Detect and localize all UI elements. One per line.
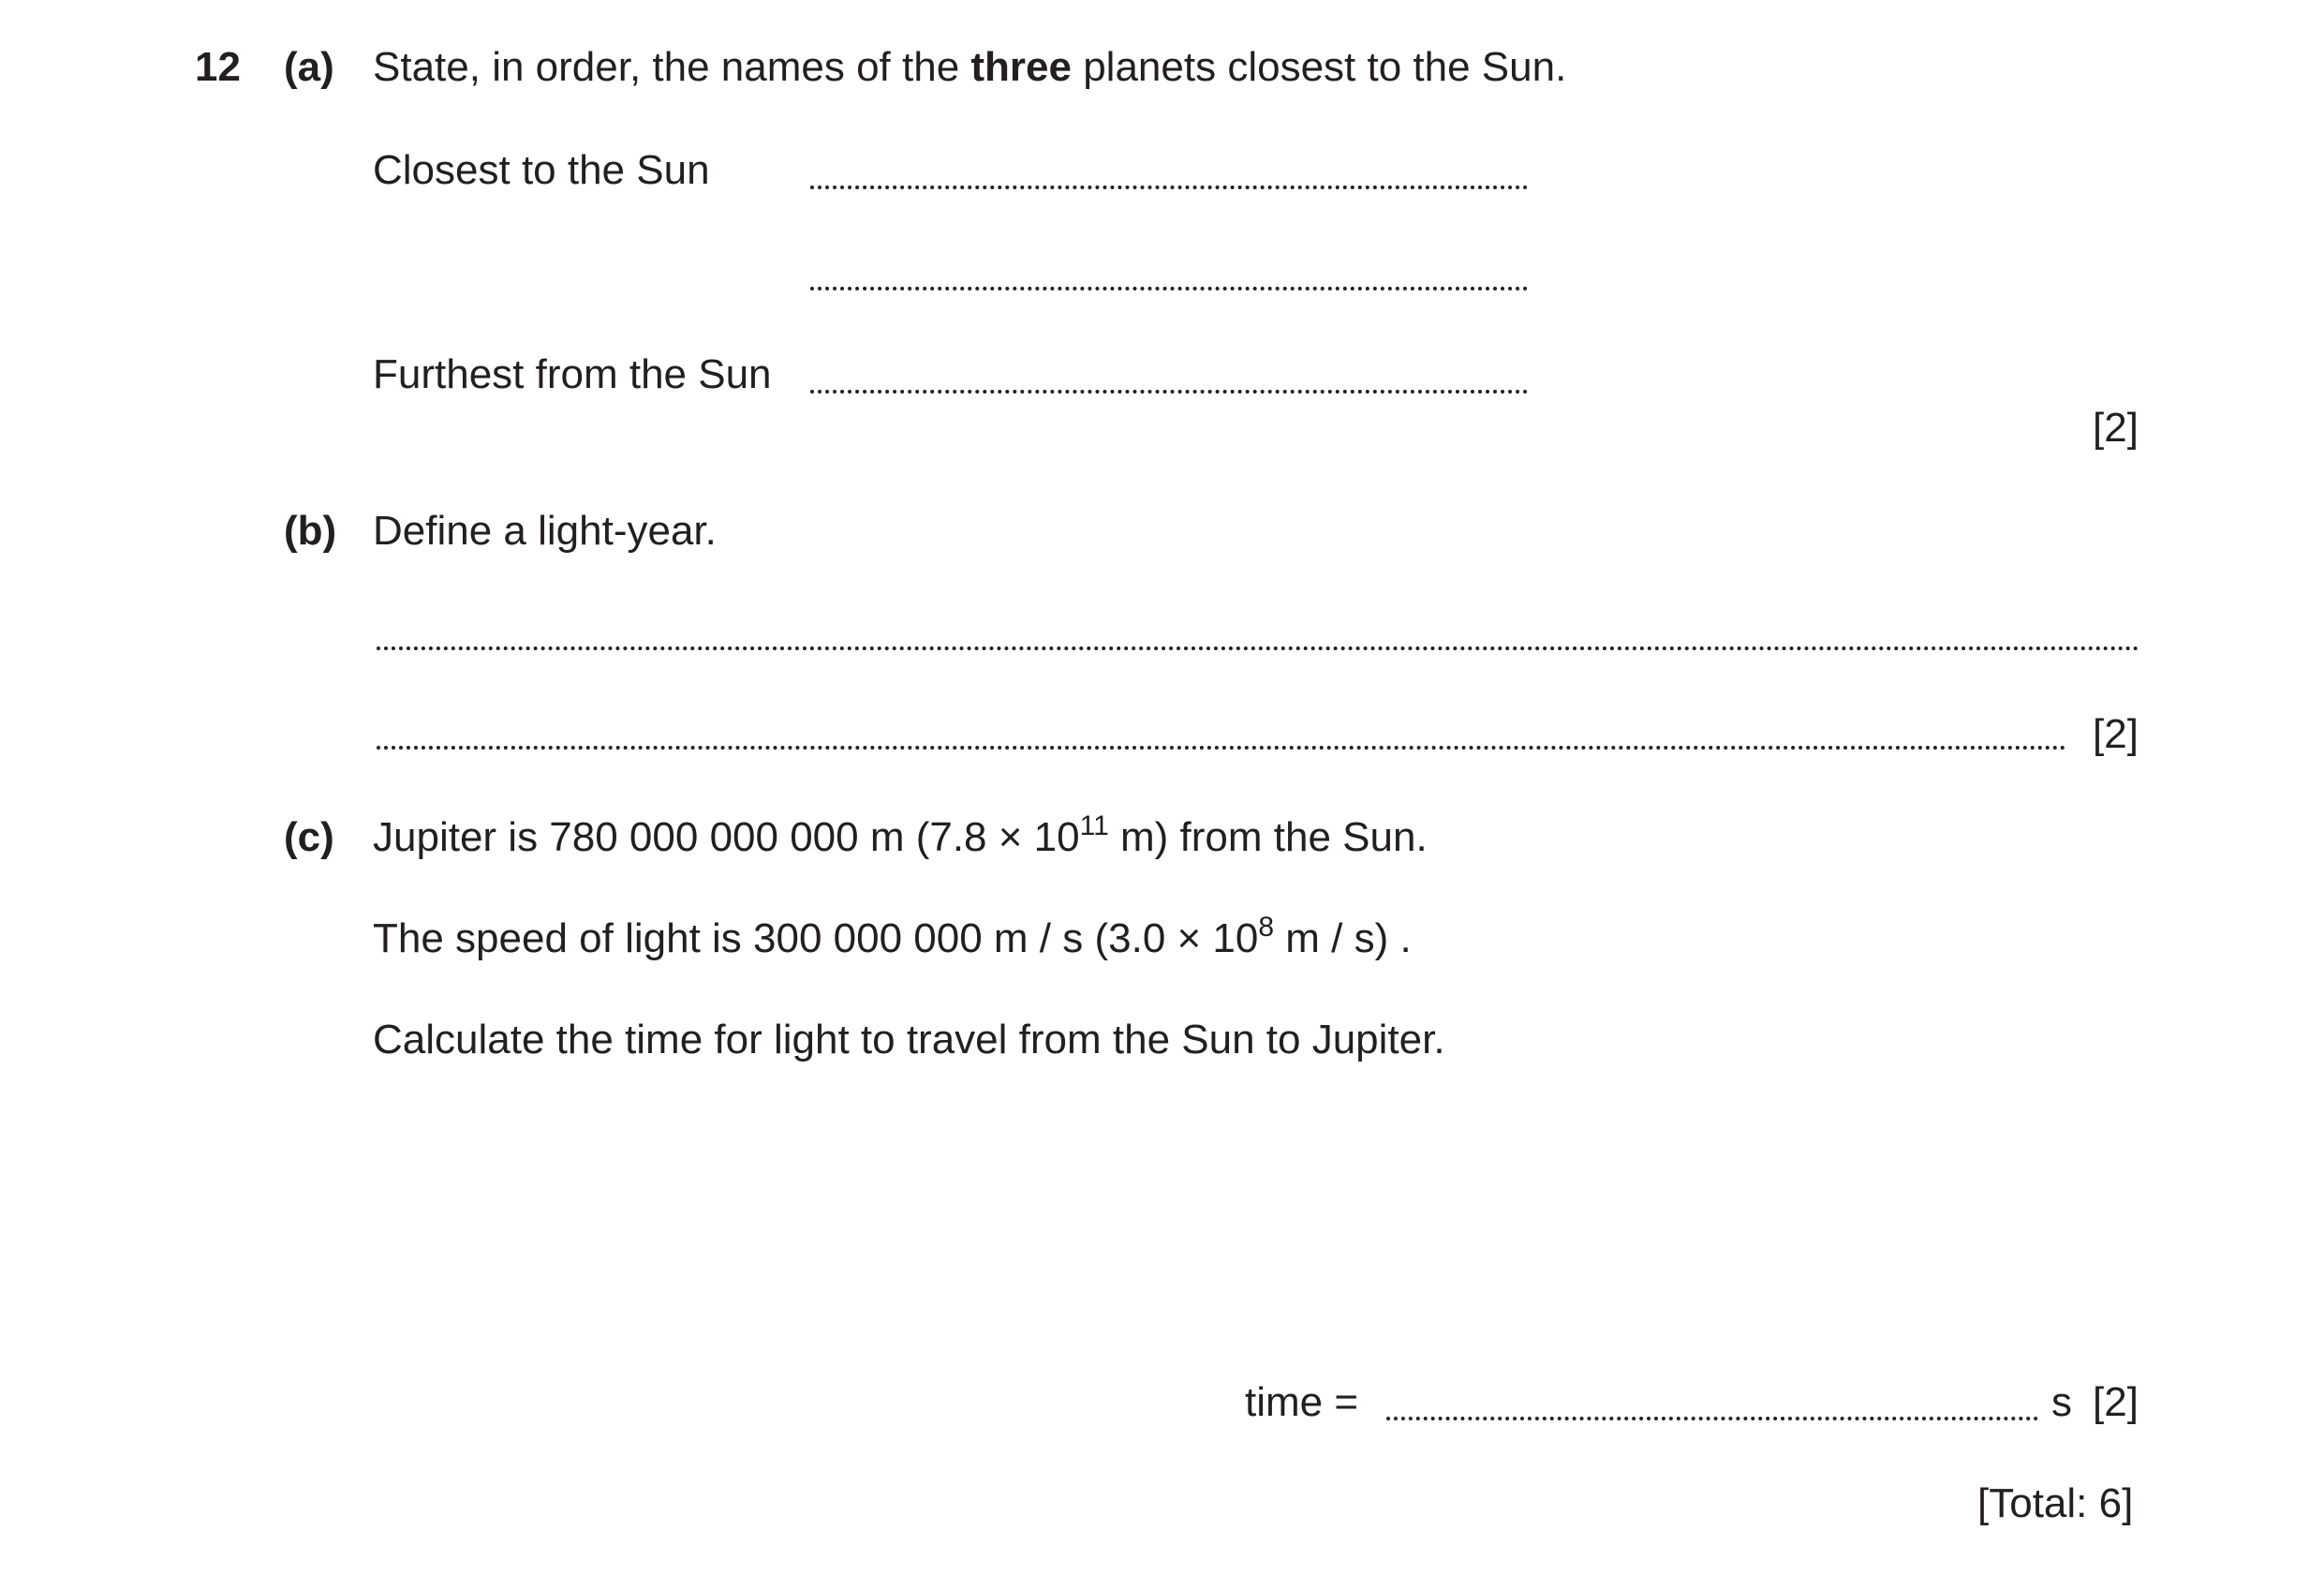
closest-label: Closest to the Sun — [373, 147, 710, 193]
part-a-prompt — [373, 44, 1567, 90]
time-answer-unit: s — [2051, 1379, 2072, 1425]
jupiter-distance-end: m) from the Sun. — [1108, 814, 1428, 860]
part-b-marks: [2] — [2093, 711, 2139, 757]
answer-line-definition-1[interactable] — [377, 646, 2139, 650]
jupiter-distance-text: Jupiter is 780 000 000 000 m (7.8 × 10 — [373, 814, 1080, 860]
part-a-prompt-end: planets closest to the Sun. — [1071, 44, 1567, 90]
part-b-label: (b) — [284, 508, 337, 554]
part-c-marks: [2] — [2093, 1379, 2139, 1425]
part-a-label: (a) — [284, 44, 334, 90]
speed-of-light-exponent: 8 — [1258, 912, 1275, 943]
answer-line-furthest[interactable] — [810, 390, 1528, 394]
part-a-marks: [2] — [2093, 405, 2139, 451]
part-c-instruction: Calculate the time for light to travel from the Sun to Jupiter. — [373, 1017, 1445, 1062]
part-c-label: (c) — [284, 814, 334, 860]
part-a-prompt-emphasis: three — [970, 44, 1072, 90]
total-marks: [Total: 6] — [1977, 1480, 2134, 1526]
answer-line-time[interactable] — [1386, 1417, 2038, 1420]
answer-line-second[interactable] — [810, 287, 1528, 290]
part-c-line-speed — [373, 912, 1412, 961]
answer-line-closest[interactable] — [810, 186, 1528, 189]
question-number: 12 — [195, 44, 241, 90]
speed-of-light-text: The speed of light is 300 000 000 m / s (3.0 × 10 — [373, 915, 1259, 961]
time-answer-label: time = — [1245, 1379, 1359, 1425]
jupiter-distance-exponent: 11 — [1079, 810, 1109, 841]
part-b-prompt: Define a light-year. — [373, 508, 717, 554]
part-a-prompt-start: State, in order, the names of the — [373, 44, 971, 90]
furthest-label: Furthest from the Sun — [373, 351, 772, 397]
answer-line-definition-2[interactable] — [377, 746, 2066, 750]
speed-of-light-end: m / s) . — [1274, 915, 1412, 961]
part-c-line-jupiter — [373, 810, 1428, 860]
